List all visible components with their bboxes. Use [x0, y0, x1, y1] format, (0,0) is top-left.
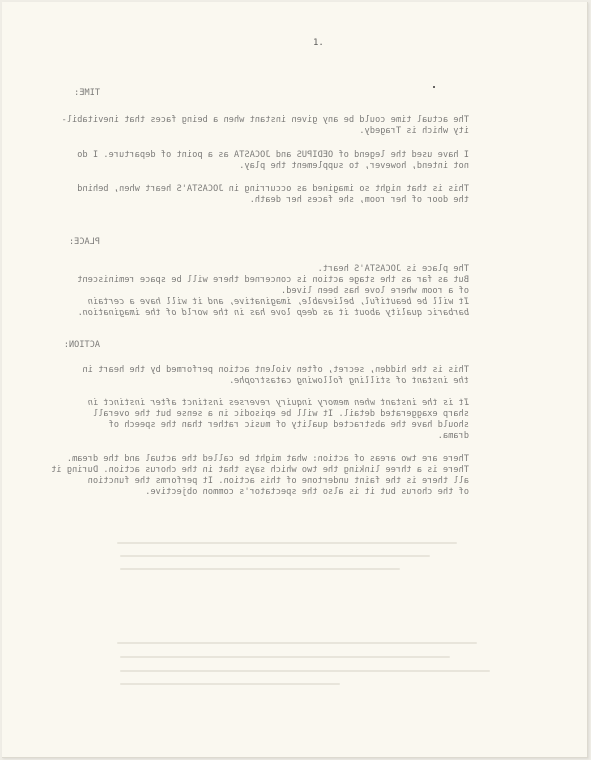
place-line-3: of a room where love has been lived. [280, 286, 469, 296]
time-line-3: I have used the legend of OEDIPUS and JOCASTA as a point of departure. I do [77, 150, 469, 160]
page-number: 1. [313, 38, 324, 48]
bleed-through-mark [120, 683, 340, 685]
action-line-3: It is the instant when memory inquiry reverses instinct after instinct in [87, 398, 469, 408]
section-heading-time: TIME: [74, 88, 100, 98]
action-line-2: the instant of stilling following catastrophe. [228, 376, 469, 386]
bleed-through-mark [120, 670, 490, 672]
action-line-5: should have the abstracted quality of music rather than the speech of [108, 420, 469, 430]
ink-speck [433, 86, 435, 88]
action-line-6: drama. [437, 431, 469, 441]
action-line-9: all there is the faint undertone of this action. It performs the function [87, 476, 469, 486]
action-line-7: There are two areas of action: what might be called the actual and the dream. [66, 454, 469, 464]
bleed-through-mark [120, 555, 430, 557]
document-page [2, 2, 588, 758]
place-line-1: The place is JOCASTA'S heart. [317, 264, 469, 274]
place-line-5: barbaric quality about it as deep love has in the world of the imagination. [77, 308, 469, 318]
bleed-through-mark [117, 542, 457, 544]
action-line-1: This is the hidden, secret, often violent action performed by the heart in [82, 365, 469, 375]
section-heading-action: ACTION: [63, 340, 100, 350]
bleed-through-mark [120, 568, 400, 570]
time-line-2: ity which is Tragedy. [359, 126, 469, 136]
place-line-2: But as far as the stage action is concerned there will be space reminiscent [77, 275, 469, 285]
time-line-4: not intend, however, to supplement the play. [239, 161, 469, 171]
section-heading-place: PLACE: [68, 237, 100, 247]
bleed-through-mark [117, 642, 477, 644]
action-line-4: sharp exaggerated detail. It will be episodic in a sense but the overall [92, 409, 469, 419]
time-line-6: the door of her room, she faces her death. [249, 195, 469, 205]
place-line-4: It will be beautiful, believable, imaginative, and it will have a certain [87, 297, 469, 307]
time-line-5: This is that night so imagined as occurring in JOCASTA'S heart when, behind [77, 184, 469, 194]
time-line-1: The actual time could be any given instant when a being faces that inevitabil- [61, 115, 469, 125]
bleed-through-mark [120, 656, 450, 658]
action-line-8: There is a three linking the two which says that in the chorus action. During it [51, 465, 469, 475]
action-line-10: of the chorus but it is also the spectator's common objective. [145, 487, 469, 497]
